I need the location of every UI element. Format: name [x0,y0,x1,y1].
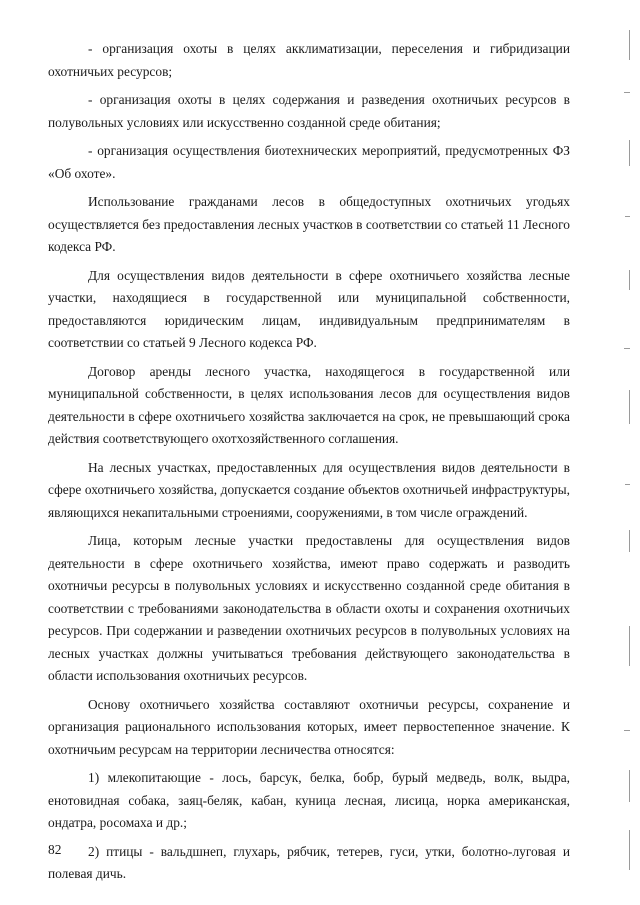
page-number: 82 [48,842,62,857]
edge-tick [624,730,630,731]
paragraph-acclimatization: - организация охоты в целях акклиматизации, переселения и гибридизации охотничьих ресурсов; [48,41,570,79]
paragraph-mammals: 1) млекопитающие - лось, барсук, белка, бобр, бурый медведь, волк, выдра, енотовидная собака, заяц-беляк, кабан, куница лесная, лисица, норка американская, ондатра, росомаха и др.; [48,770,570,830]
edge-tick [625,484,630,485]
paragraph-birds: 2) птицы - вальдшнеп, глухарь, рябчик, тетерев, гуси, утки, болотно-луговая и полевая дичь. [48,843,570,881]
scan-edge-marks [616,30,630,890]
edge-mark [629,390,630,424]
edge-mark [629,140,630,166]
paragraph-public-hunting-grounds: Использование гражданами лесов в общедоступных охотничьих угодьях осуществляется без предоставления лесных участков в соответствии со статьей 11 Лесного кодекса РФ. [48,194,570,254]
edge-mark [629,270,630,290]
edge-mark [629,30,630,60]
edge-mark [629,830,630,870]
paragraph-hunting-resources: Основу охотничьего хозяйства составляют охотничьи ресурсы, сохранение и организация рационального использования которых, имеет первостепенное значение. К охотничьим ресурсам на территории лесничества относятся: [48,696,570,757]
edge-mark [629,770,630,802]
paragraph-infrastructure: На лесных участках, предоставленных для осуществления видов деятельности в сфере охотничьего хозяйства, допускается создание объектов охотничьей инфраструктуры, являющихся некапитальными строениями, сооружениями, в том числе ограждений. [48,459,570,520]
edge-tick [624,348,630,349]
paragraph-lease-agreement: Договор аренды лесного участка, находящегося в государственной или муниципальной собственности, в целях использования лесов для осуществления видов деятельности в сфере охотничьего хозяйства заключается на срок, не превышающий срока действия соответствующего охотхозяйственного соглашения. [48,363,570,446]
edge-tick [625,216,630,217]
paragraph-semi-free-breeding: - организация охоты в целях содержания и разведения охотничьих ресурсов в полувольных условиях или искусственно созданной среде обитания; [48,92,570,130]
paragraph-rights-of-users: Лица, которым лесные участки предоставлены для осуществления видов деятельности в сфере охотничьего хозяйства, имеют право содержать и разводить охотничьи ресурсы в полувольных условиях и искусственно созданной среде обитания в соответствии с требованиями законодательства в области охоты и сохранения охотничьих ресурсов. При содержании и разведении охотничьих ресурсов в полувольных условиях на лесных участках должны учитываться требования действующего законодательства в области использования охотничьих ресурсов. [48,533,570,683]
paragraph-biotechnical-measures: - организация осуществления биотехнических мероприятий, предусмотренных ФЗ «Об охоте». [48,143,570,181]
edge-mark [629,626,630,666]
paragraph-forest-plots-provision: Для осуществления видов деятельности в сфере охотничьего хозяйства лесные участки, находящиеся в государственной или муниципальной собственности, предоставляются юридическим лицам, индивидуальным предпринимателям в соответствии со статьей 9 Лесного кодекса РФ. [48,267,570,350]
edge-tick [624,92,630,93]
body-text [48,38,570,892]
edge-mark [629,530,630,552]
